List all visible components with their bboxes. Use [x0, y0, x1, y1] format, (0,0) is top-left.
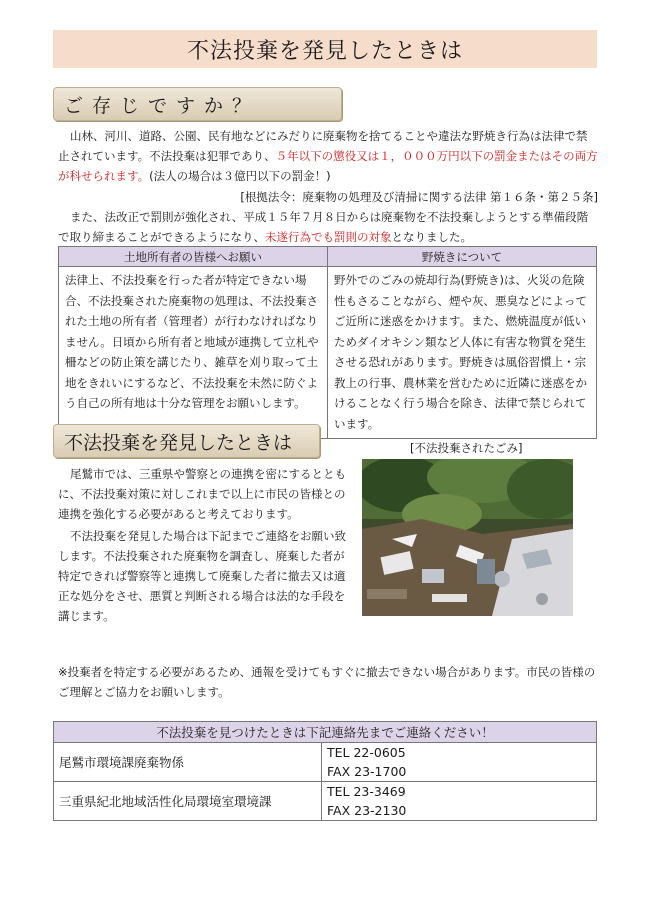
note-text: ※投棄者を特定する必要があるため、通報を受けてもすぐに撤去できない場合があります。市民の皆様のご理解とご協力をお願いします。	[58, 665, 596, 699]
amendment-end-text: となりました。	[391, 230, 472, 244]
open-burning-header: 野焼きについて	[328, 247, 597, 267]
section-heading-text: 不法投棄を発見したときは	[64, 431, 293, 454]
city-text: 尾鷲市では、三重県や警察との連携を密にするとともに、不法投棄対策に対しこれまで以上に市民の皆様との連携を強化する必要があると考えております。	[58, 467, 346, 521]
intro-text: 山林、河川、道路、公園、民有地などにみだりに廃棄物を捨てることや違法な野焼き行為は法律で禁止されています。不法投棄は犯罪であり、	[58, 129, 588, 163]
contact-tel: TEL 23-3469	[327, 784, 406, 799]
contact-header: 不法投棄を見つけたときは下記連絡先までご連絡ください！	[54, 722, 597, 743]
contact-table	[53, 721, 597, 821]
contact-row	[54, 782, 597, 821]
contact-fax: FAX 23-2130	[327, 803, 407, 818]
landowner-header: 土地所有者の皆様へお願い	[59, 247, 328, 267]
info-table	[58, 246, 597, 439]
section-heading-text: ご存じですか？	[64, 94, 261, 117]
contact-name: 三重県紀北地域活性化局環境室環境課	[54, 782, 322, 821]
section-heading-discovery	[53, 424, 320, 458]
contact-numbers	[322, 743, 597, 782]
note-paragraph	[58, 662, 598, 702]
dumped-waste-photo	[362, 459, 573, 616]
corporate-penalty-text: (法人の場合は３億円以下の罰金！)	[149, 169, 331, 183]
contact-fax: FAX 23-1700	[327, 764, 407, 779]
contact-row	[54, 743, 597, 782]
penalty-text: ５年以下の懲役又は１，０００万円以下の罰金またはその両方が科せられます。	[58, 149, 598, 183]
page-title-banner	[53, 30, 597, 68]
section-heading-do-you-know	[53, 87, 342, 121]
city-paragraph	[58, 464, 354, 524]
contact-name: 尾鷲市環境課廃棄物係	[54, 743, 322, 782]
report-text: 不法投棄を発見した場合は下記までご連絡をお願い致します。不法投棄された廃棄物を調査し、廃棄した者が特定できれば警察等と連携して廃棄した者に撤去又は適正な処分をさせ、悪質と判断される場合は法的な手段を講じます。	[58, 529, 346, 623]
photo-caption: [不法投棄されたごみ]	[410, 441, 523, 455]
contact-numbers	[322, 782, 597, 821]
law-reference-text: [根拠法令：廃棄物の処理及び清掃に関する法律 第１６条・第２５条]	[240, 190, 598, 204]
intro-paragraph	[58, 126, 598, 186]
attempt-penalty-text: 未遂行為でも罰則の対象	[265, 230, 392, 244]
law-reference	[58, 187, 598, 207]
landowner-body: 法律上、不法投棄を行った者が特定できない場合、不法投棄された廃棄物の処理は、不法投棄された土地の所有者（管理者）が行わなければなりません。日頃から所有者と地域が連携して立札や柵などの防止策を講じたり、雑草を刈り取って土地をきれいにするなど、不法投棄を未然に防ぐよう自己の所有地は十分な管理をお願いします。	[59, 267, 328, 439]
page-title: 不法投棄を発見したときは	[186, 38, 463, 64]
amendment-text: また、法改正で罰則が強化され、平成１５年７月８日からは廃棄物を不法投棄しようとする準備段階で取り締まることができるようになり、	[58, 210, 589, 244]
open-burning-body: 野外でのごみの焼却行為(野焼き)は、火災の危険性もさることながら、煙や灰、悪臭などによってご近所に迷惑をかけます。また、燃焼温度が低いためダイオキシン類など人体に有害な物質を発生させる恐れがあります。野焼きは風俗習慣上・宗教上の行事、農林業を営むために近隣に迷惑をかけることなく行う場合を除き、法律で禁じられています。	[328, 267, 597, 439]
report-paragraph	[58, 526, 354, 626]
amendment-paragraph	[58, 207, 598, 247]
contact-tel: TEL 22-0605	[327, 745, 406, 760]
